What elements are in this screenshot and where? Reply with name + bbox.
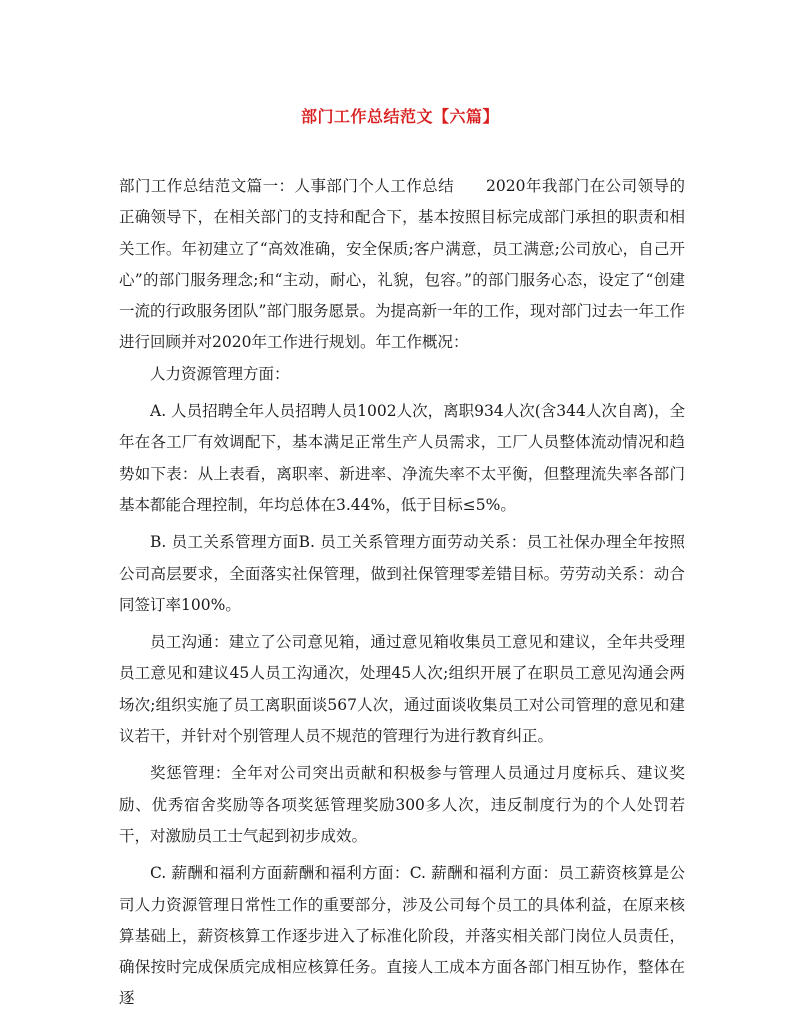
paragraph-recruitment: A. 人员招聘全年人员招聘人员1002人次，离职934人次(含344人次自离)，全年在各工厂有效调配下，基本满足正常生产人员需求，工厂人员整体流动情况和趋势如下表：从上表看，离职率、新进率、净流失率不太平衡，但整理流失率各部门基本都能合理控制，年均总体在3.44%，低于目标≤5%。 [119,402,685,514]
paragraph-rewards-penalties: 奖惩管理：全年对公司突出贡献和积极参与管理人员通过月度标兵、建议奖励、优秀宿舍奖励等各项奖惩管理奖励300多人次，违反制度行为的个人处罚若干，对激励员工士气起到初步成效。 [119,764,685,845]
paragraph-compensation: C. 薪酬和福利方面薪酬和福利方面：C. 薪酬和福利方面：员工薪资核算是公司人力资源管理日常性工作的重要部分，涉及公司每个员工的具体利益，在原来核算基础上，薪资核算工作逐步进入了标准化阶段，并落实相关部门岗位人员责任，确保按时完成保质完成相应核算任务。直接人工成本方面各部门相互协作，整体在逐 [119,864,685,1008]
paragraph-employee-relations: B. 员工关系管理方面B. 员工关系管理方面劳动关系：员工社保办理全年按照公司高层要求，全面落实社保管理，做到社保管理零差错目标。劳劳动关系：动合同签订率100%。 [119,533,685,614]
document-body [119,171,685,1015]
paragraph-employee-communication: 员工沟通：建立了公司意见箱，通过意见箱收集员工意见和建议，全年共受理员工意见和建议45人员工沟通次，处理45人次;组织开展了在职员工意见沟通会两场次;组织实施了员工离职面谈567人次，通过面谈收集员工对公司管理的意见和建议若干，并针对个别管理人员不规范的管理行为进行教育纠正。 [119,633,685,746]
paragraph-intro: 部门工作总结范文篇一：人事部门个人工作总结 2020年我部门在公司领导的正确领导下，在相关部门的支持和配合下，基本按照目标完成部门承担的职责和相关工作。年初建立了“高效准确，安全保质;客户满意，员工满意;公司放心，自己开心”的部门服务理念;和“主动，耐心，礼貌，包容。”的部门服务心态，设定了“创建一流的行政服务团队”部门服务愿景。为提高新一年的工作，现对部门过去一年工作进行回顾并对2020年工作进行规划。年工作概况： [119,177,685,352]
document-title: 部门工作总结范文【六篇】 [300,107,499,126]
paragraph-hr-heading: 人力资源管理方面： [150,364,290,383]
